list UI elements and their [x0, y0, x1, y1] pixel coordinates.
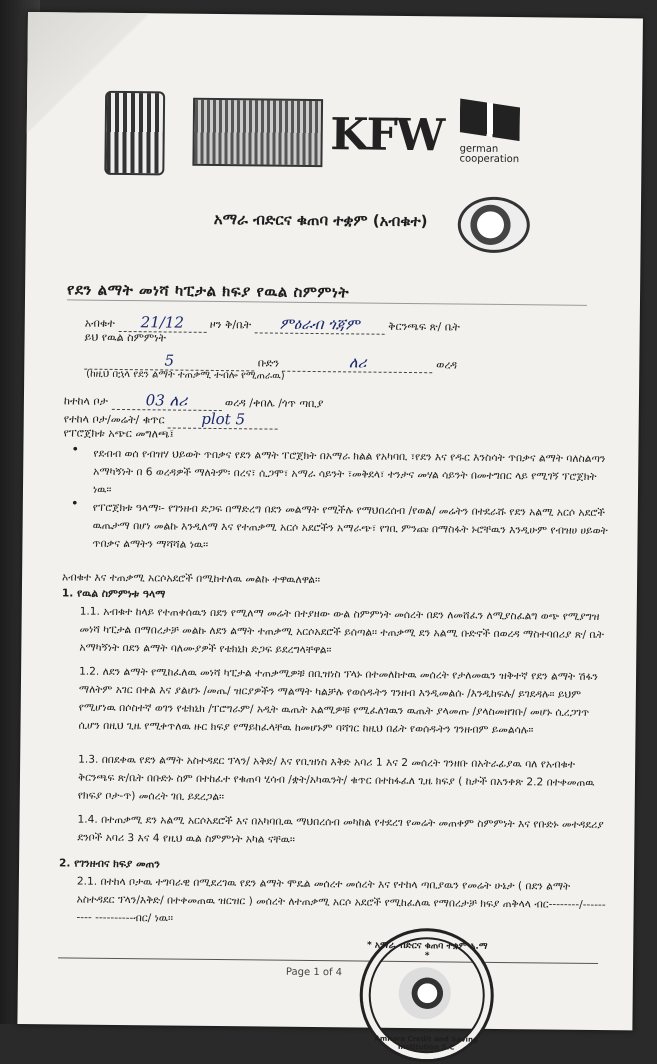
- bullet-icon: •: [71, 442, 80, 458]
- label-woreda: ወረዳ: [436, 358, 458, 372]
- filled-value-zone: ምዕራብ ጎጃም: [255, 314, 385, 334]
- logo-strip: [104, 91, 625, 186]
- label-group: ቡድን: [257, 356, 280, 370]
- filled-value-zone-code: 21/12: [118, 313, 206, 333]
- organization-name: አማራ ብድርና ቁጠባ ተቋም (አብቁተ): [213, 209, 428, 231]
- bullet-icon: •: [70, 496, 79, 512]
- project-description: የደብብ ወሰ የብዝሃ ህይወት ጥበቃና የደን ልማት ፐሮጀክት በአማራ ክልል የአካባቢ ፣የደን እና የዱር እንስሳት ጥበቃና ልማት ባለስልጣን አማካኝነት በ 6 ወረዳዎች ማለትም፡ በረና፣ ሲጋሞ፣ አማራ ሳይንት ፣መቅደላ፣ ተንታና መሃል ሳይንት በመተግበር ላይ የሚገኝ ፕሮጀክት ነዉ፡፡: [92, 447, 606, 496]
- official-stamp: [359, 928, 494, 1063]
- building-logo-icon: [192, 98, 323, 167]
- label-zone-office: ዞን ቅ/ቤት: [209, 317, 252, 332]
- footer-divider: [58, 957, 598, 964]
- label-branch-office: ቅርንጫፍ ጽ/ ቤት: [388, 319, 460, 334]
- form-line-2: ይህ የዉል ስምምነት: [84, 330, 167, 345]
- stamp-top-text: * አማራ ብድርና ቁጠባ ተቋም አ.ማ *: [366, 940, 488, 962]
- page-number: Page 1 of 4: [285, 966, 343, 979]
- section-2-heading: 2. የገንዘብና ክፍያ መጠን: [59, 857, 161, 871]
- acsi-logo-icon: [458, 197, 531, 254]
- crest-logo-icon: [104, 91, 165, 176]
- label-acsi: አብቁተ: [84, 316, 115, 330]
- clause-1-1: 1.1. አብቁተ ከላይ የተጠቀሰዉን በደን የሚለማ መሬት በተያዘው ውል ስምምነት መሰረት በደን ለመሸፈን ለሚያስፈልግ ወጭ የሚያግዝ መነሻ ካፒታል በማበረታቻ መልኩ ለደን ልማት ተጠቃሚ አርሶአደሮች ይሰጣል፡፡ ተጠቃሚ ደን አልሚ ቡድኖች በወረዳ ማስተባበሪያ ጽ/ ቤት አማካኝነት በደን ልማት ባለሙያዎች የቴክኒክ ድጋፍ ይደረግላቸዋል፡፡: [79, 605, 604, 657]
- form-line-7: የፐሮጀክቱ አጭር መግለጫ፤: [63, 426, 175, 441]
- kfw-logo: KFW: [330, 108, 444, 161]
- german-flag-icon: [460, 99, 520, 142]
- section-1-heading: 1. የዉል ስምምነቱ ዓላማ: [61, 587, 166, 601]
- document-page: [17, 12, 643, 1052]
- label-kebele: ወረዳ /ቀበሌ /ጎጥ ጣቢያ: [224, 396, 324, 411]
- german-cooperation-logo: [459, 99, 536, 176]
- label-plot-number: የተከላ ቦታ/መሬት/ ቁጥር: [63, 412, 165, 427]
- clause-1-2: 1.2. ለደን ልማት የሚከፈለዉ መነሻ ካፒታል ተጠቃሚዎቹ በቢዝነስ ፕላኑ በተመለከተዉ መሰረት የታለመዉን ዝቅተኛ የደን ልማት ሽፋን ማለትም አገር በቀል እና ያልሆኑ /መጤ/ ዝርያዎችን ማልማት ካልቻሉ የወሰዱትን ገንዘብ እንዲመልሱ /እንዲከፍሉ/ ይገደዳሉ፡፡ ይህም የሚሆነዉ በሶስተኛ ወገን የቴክኒክ /ፐሮግራም/ አዲት ዉጤት አልሚዎቹ የሚፈለገዉን ዉጤት ያላመጡ /ያላስመዘገቡ/ መሆኑ ሲረጋገጥ ሲሆን በዚህ ጊዜ የሚቀጥለዉ ዙር ክፍያ የማይከፈላቸዉ ከመሆኑም ባሻገር ከዚህ በፊት የወሰዱትን ገንዘብም ይመልሳሉ፡፡: [78, 665, 598, 737]
- label-planting-site: ከተከላ ቦታ: [63, 394, 108, 408]
- form-line-4: (ከዚህ በኋላ የደን ልማት ተጠቃሚ ተብሎ የሚጠራዉ): [86, 368, 285, 382]
- stamp-bottom-text: Amhara Credit and Saving Institution S.C: [374, 1034, 479, 1052]
- document-title: የደን ልማት መነሻ ካፒታል ክፍያ የዉል ስምምነት: [67, 280, 350, 302]
- clause-2-1: 2.1. በተከላ ቦታዉ ተግባራዊ በሚደረገዉ የደን ልማት ሞዴል መሰረተ መሰረት እና የተከላ ጣቢያዉን የመሬት ሁኔታ ( በደን ልማት አስተዳደር ፕላን/እቅድ/ በተቀመጠዉ ዝርዝር ) መሰረት ለተጠቃሚ አርሶ አደሮች የሚከፈለዉ የማበረታቻ ክፍያ ጠቅላላ ብር--------/---------- ----------ብር/ ነዉ፡፡: [76, 875, 606, 925]
- filled-value-group-number: 5: [84, 351, 254, 372]
- stamp-emblem-icon: [398, 967, 451, 1020]
- filled-value-plot-number: plot 5: [168, 409, 278, 429]
- filled-value-planting-site: 03 ለሪ: [111, 391, 221, 411]
- filled-value-woreda: ለሪ: [283, 353, 433, 374]
- agreement-intro: አብቁተ እና ተጠቃሚ አርሶአደሮች በሚከተለዉ መልኩ ተዋዉለዋል፡፡: [62, 571, 321, 587]
- project-objective: የፐሮጀክቱ ዓላማ፡- የገንዘብ ድጋፍ በማድረግ በደን መልማት የሚችሉ የማህበረሰብ /የወል/ መሬትን በተደራሹ የደን አልሚ አርሶ አደሮች ዉጤታማ በሆነ መልኩ እንዲለማ እና የተጠቃሚ አርሶ አደሮችን አማራጭ፣ የገቢ ምንጩ በማስፋት ኑሮቸዉን እንዲሁም የብዝሀ ሀይወት ጥበቃና ልማትን ማሻሻል ነዉ፡፡: [92, 501, 608, 551]
- clause-1-3: 1.3. በበደቀዉ የደን ልማት አስተዳደር ፕላን/ አቅድ/ እና የቢዝነስ እቅድ አባሪ 1 እና 2 መሰረት ገንዘቡ በአትራፊያዉ ባለ የአብቁተ ቅርንጫፍ ጽ/ቤት በቡድኑ ስም በተከፈተ የቁጠባ ሂሳብ /ቋት/አካዉንት/ ቁጥር በተከፋፈለ ጊዜ ክፍያ ( ከታች በአንቀጽ 2.2 በተቀመጠዉ የክፍያ ቦታ-ጥ) መሰረት ገቢ ይደረጋል፡፡: [77, 753, 595, 804]
- german-cooperation-label: german cooperation: [459, 143, 520, 166]
- clause-1-4: 1.4. በተጠቃሚ ደን አልሚ አርሶአደሮች እና በአካባቢዉ ማህበረሰብ መካከል የተደረገ የመሬት መጠቀም ስምምነት እና የቡድኑ መተዳደሪያ ደንቦች አባሪ 3 እና 4 የዚህ ዉል ስምምነት አካል ናቸዉ፡፡: [77, 813, 604, 846]
